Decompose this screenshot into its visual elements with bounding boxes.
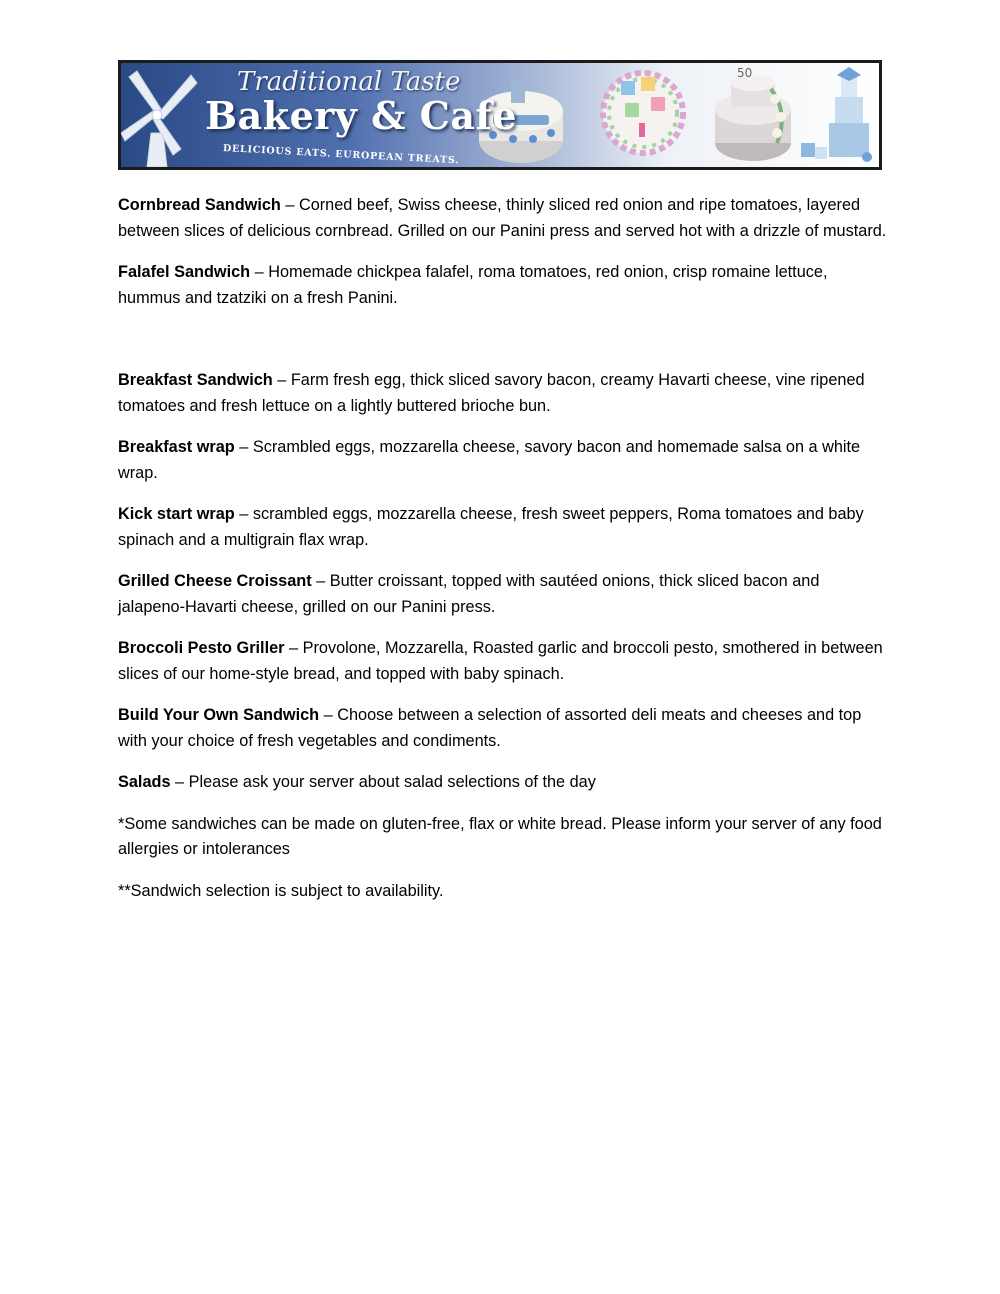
header-banner (118, 60, 882, 170)
menu-item-name: Salads (118, 773, 171, 791)
menu-item-description: – Choose between a selection of assorted deli meats and cheeses and top with your choice of fresh vegetables and condiments. (118, 706, 862, 750)
menu-item-description: – Corned beef, Swiss cheese, thinly sliced red onion and ripe tomatoes, layered between slices of delicious cornbread. Grilled on our Panini press and served hot with a drizzle of mustard. (118, 196, 887, 240)
menu-item-salads (118, 770, 888, 796)
menu-item-falafel-sandwich (118, 260, 888, 311)
note-availability: **Sandwich selection is subject to availability. (118, 881, 444, 900)
menu-item-name: Kick start wrap (118, 505, 235, 523)
menu-item-cornbread-sandwich (118, 193, 888, 244)
menu-item-name: Grilled Cheese Croissant (118, 572, 312, 590)
menu-item-grilled-cheese-croissant (118, 569, 888, 620)
menu-item-description: – Provolone, Mozzarella, Roasted garlic and broccoli pesto, smothered in between slices of our home-style bread, and topped with baby spinach. (118, 639, 883, 683)
logo-main-text: Bakery & Cafe (205, 93, 518, 138)
menu-item-description: – scrambled eggs, mozzarella cheese, fresh sweet peppers, Roma tomatoes and baby spinach and a multigrain flax wrap. (118, 505, 864, 549)
menu-item-description: – Butter croissant, topped with sautéed onions, thick sliced bacon and jalapeno-Havarti cheese, grilled on our Panini press. (118, 572, 820, 616)
menu-item-build-your-own-sandwich (118, 703, 888, 754)
menu-item-kick-start-wrap (118, 502, 888, 553)
menu-item-description: – Scrambled eggs, mozzarella cheese, savory bacon and homemade salsa on a white wrap. (118, 438, 861, 482)
menu-item-breakfast-wrap (118, 435, 888, 486)
cake-image (715, 66, 791, 161)
menu-item-broccoli-pesto-griller (118, 636, 888, 687)
cake-image (603, 73, 683, 153)
menu-item-name: Falafel Sandwich (118, 263, 251, 281)
note-bread-options: *Some sandwiches can be made on gluten-free, flax or white bread. Please inform your server of any food allergies or intolerances (118, 814, 882, 858)
menu-item-name: Build Your Own Sandwich (118, 706, 320, 724)
menu-item-name: Breakfast wrap (118, 438, 235, 456)
logo-script-text: Traditional Taste (237, 67, 461, 97)
menu-item-breakfast-sandwich (118, 368, 888, 419)
menu-item-name: Cornbread Sandwich (118, 196, 281, 214)
menu-item-description: – Homemade chickpea falafel, roma tomatoes, red onion, crisp romaine lettuce, hummus and tzatziki on a fresh Panini. (118, 263, 828, 307)
menu-item-name: Breakfast Sandwich (118, 371, 273, 389)
menu-item-description: – Please ask your server about salad selections of the day (170, 773, 596, 791)
menu-item-description: – Farm fresh egg, thick sliced savory bacon, creamy Havarti cheese, vine ripened tomatoes and fresh lettuce on a lightly buttered brioche bun. (118, 371, 865, 415)
svg-text:50: 50 (737, 66, 753, 80)
menu-content (118, 193, 888, 920)
menu-item-name: Broccoli Pesto Griller (118, 639, 285, 657)
section-spacer (118, 327, 888, 368)
cake-image (801, 67, 872, 162)
windmill-icon (121, 71, 197, 167)
logo-tagline: DELICIOUS EATS. EUROPEAN TREATS. (222, 143, 460, 167)
